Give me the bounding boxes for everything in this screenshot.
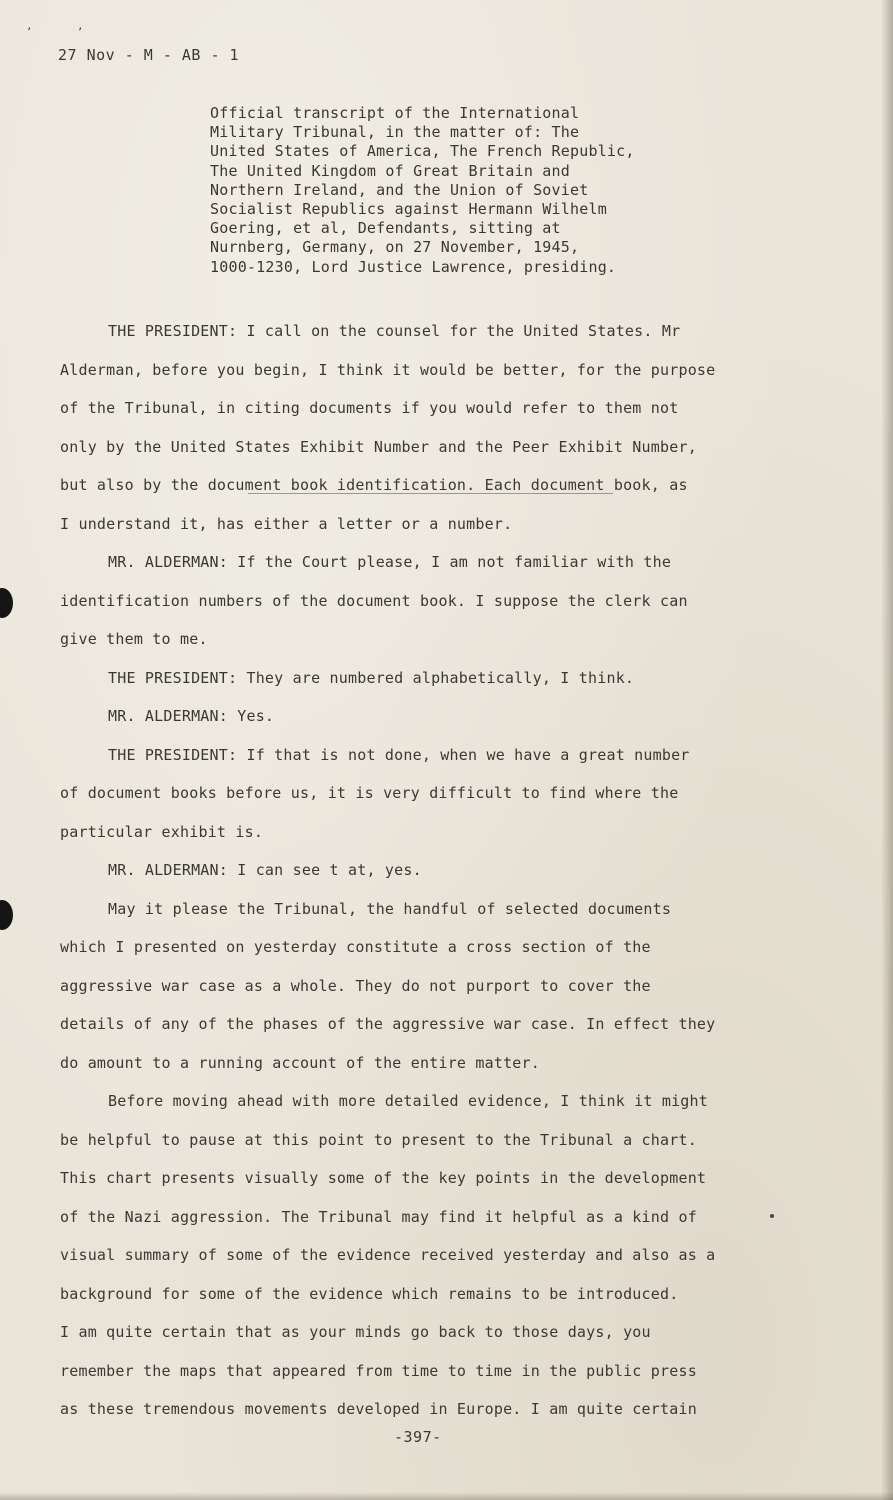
body-line: I understand it, has either a letter or a number. — [60, 514, 513, 533]
body-line: THE PRESIDENT: I call on the counsel for the United States. Mr — [108, 322, 681, 340]
transcript-caption — [210, 104, 770, 277]
body-line: MR. ALDERMAN: Yes. — [108, 707, 275, 725]
body-line: of the Nazi aggression. The Tribunal may find it helpful as a kind of — [60, 1207, 697, 1226]
body-line: give them to me. — [60, 630, 208, 648]
body-line: background for some of the evidence which remains to be introduced. — [60, 1284, 679, 1303]
corner-mark: ’ — [26, 27, 33, 38]
page-number: -397- — [394, 1428, 442, 1446]
body-line: remember the maps that appeared from time to time in the public press — [60, 1361, 697, 1380]
body-line: details of any of the phases of the aggressive war case. In effect they — [60, 1015, 716, 1033]
body-line: Alderman, before you begin, I think it would be better, for the purpose — [60, 360, 716, 379]
body-line: do amount to a running account of the entire matter. — [60, 1053, 540, 1072]
body-line: particular exhibit is. — [60, 822, 264, 841]
caption-line: Socialist Republics against Hermann Wilhelm — [210, 200, 607, 219]
body-line: be helpful to pause at this point to present to the Tribunal a chart. — [60, 1130, 697, 1149]
body-line: which I presented on yesterday constitute a cross section of the — [60, 938, 651, 956]
body-line: aggressive war case as a whole. They do not purport to cover the — [60, 976, 651, 995]
punch-hole — [0, 900, 13, 930]
caption-line: United States of America, The French Republic, — [210, 142, 635, 161]
body-line: May it please the Tribunal, the handful of selected documents — [108, 899, 672, 918]
body-line: of document books before us, it is very difficult to find where the — [60, 784, 679, 802]
ink-speck — [770, 1214, 774, 1218]
caption-line: Official transcript of the International — [210, 104, 580, 122]
page-bottom-shadow — [0, 1492, 893, 1500]
body-line: THE PRESIDENT: If that is not done, when we have a great number — [108, 745, 690, 764]
body-line: as these tremendous movements developed in Europe. I am quite certain — [60, 1400, 697, 1418]
body-line: of the Tribunal, in citing documents if you would refer to them not — [60, 399, 679, 417]
page-reference: 27 Nov - M - AB - 1 — [58, 46, 240, 64]
body-line: Before moving ahead with more detailed evidence, I think it might — [108, 1092, 708, 1110]
body-line: THE PRESIDENT: They are numbered alphabetically, I think. — [108, 668, 635, 687]
caption-line: Goering, et al, Defendants, sitting at — [210, 219, 561, 238]
body-line: identification numbers of the document book. I suppose the clerk can — [60, 591, 688, 610]
caption-line: The United Kingdom of Great Britain and — [210, 161, 570, 180]
corner-mark: ’ — [77, 27, 84, 38]
caption-line: Nurnberg, Germany, on 27 November, 1945, — [210, 238, 580, 257]
body-line: This chart presents visually some of the key points in the development — [60, 1169, 707, 1187]
caption-line: Northern Ireland, and the Union of Soviet — [210, 180, 589, 199]
punch-hole — [0, 588, 13, 618]
caption-line: Military Tribunal, in the matter of: The — [210, 123, 580, 142]
body-line: but also by the document book identification. Each document book, as — [60, 476, 688, 494]
body-line: MR. ALDERMAN: I can see t at, yes. — [108, 861, 422, 879]
body-line: I am quite certain that as your minds go back to those days, you — [60, 1323, 651, 1341]
transcript-body — [60, 312, 860, 1429]
page-edge-shadow — [881, 0, 893, 1500]
body-line: MR. ALDERMAN: If the Court please, I am not familiar with the — [108, 553, 672, 571]
body-line: visual summary of some of the evidence received yesterday and also as a — [60, 1246, 716, 1264]
body-line: only by the United States Exhibit Number and the Peer Exhibit Number, — [60, 437, 697, 456]
caption-line: 1000-1230, Lord Justice Lawrence, presiding. — [210, 257, 617, 276]
